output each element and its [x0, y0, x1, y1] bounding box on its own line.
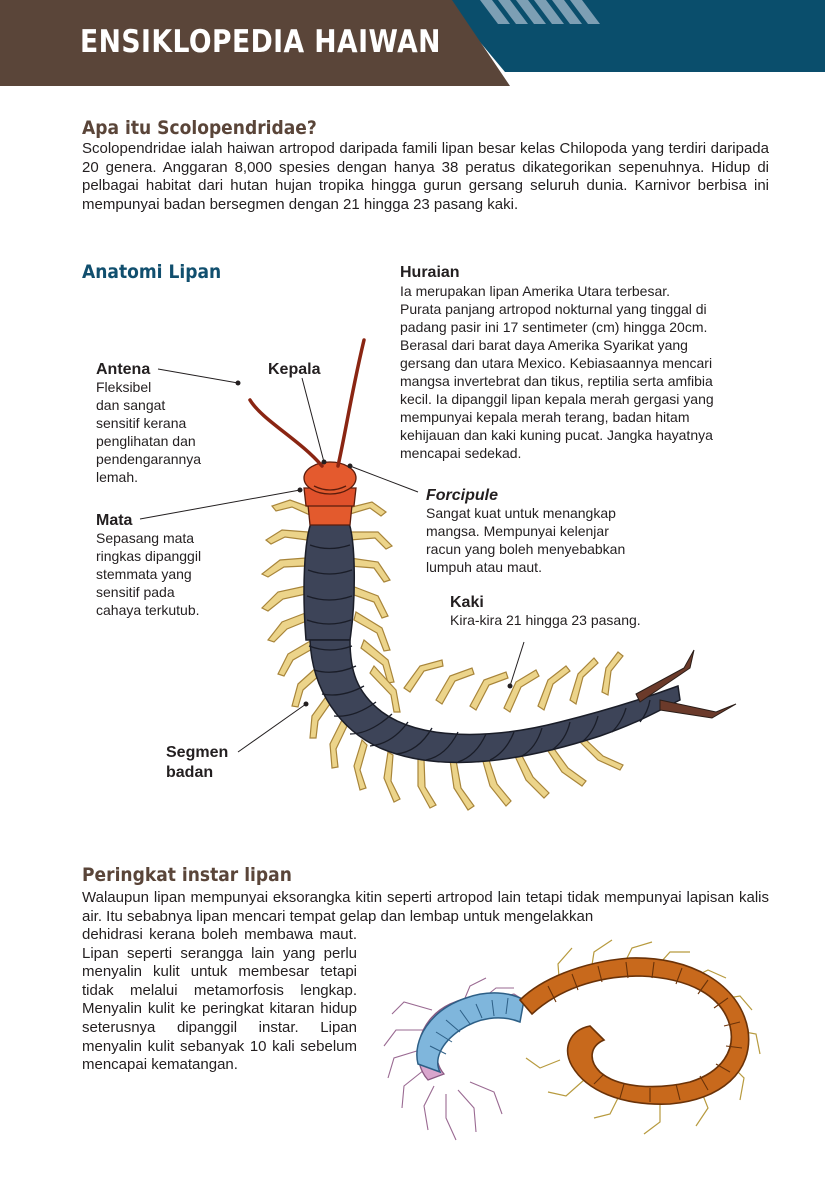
adult-body-orange — [520, 958, 749, 1104]
mata-label: Mata — [96, 512, 133, 529]
forcipule-description: Sangat kuat untuk menangkap mangsa. Mempunyai kelenjar racun yang boleh menyebabkan lumpuh atau maut. — [426, 505, 626, 575]
antena-label: Antena — [96, 361, 151, 378]
mata-description: Sepasang mata ringkas dipanggil stemmata yang sensitif pada cahaya terkutub. — [96, 530, 202, 618]
anatomy-heading: Anatomi Lipan — [82, 261, 222, 283]
segmen-label: Segmen — [166, 744, 229, 761]
instar-paragraph-full: Walaupun lipan mempunyai eksorangka kitin seperti artropod lain tetapi tidak mempunyai lapisan kalis air. Itu sebabnya lipan mencari tempat gelap dan lembap untuk mengelakkan — [82, 889, 769, 925]
huraian-text: Ia merupakan lipan Amerika Utara terbesar. Purata panjang artropod nokturnal yang tinggal di padang pasir ini 17 sentimeter (cm) hingga 20cm. Berasal dari barat daya Amerika Syarikat yang gersang dan utara Mexico. Kebiasaannya mencari mangsa invertebrat dan tikus, reptilia serta amfibia kecil. Ia dipanggil lipan kepala merah gergasi yang mempunyai kepala merah terang, badan hitam kehijauan dan kaki kuning pucat. Jangka hayatnya mencapai sedekad. — [400, 283, 714, 461]
intro-heading: Apa itu Scolopendridae? — [82, 117, 317, 139]
antena-description: Fleksibel dan sangat sensitif kerana penglihatan dan pendengarannya lemah. — [96, 379, 202, 485]
page-title: ENSIKLOPEDIA HAIWAN — [80, 24, 441, 60]
kepala-label: Kepala — [268, 361, 321, 378]
huraian-title: Huraian — [400, 264, 460, 281]
instar-heading: Peringkat instar lipan — [82, 864, 292, 886]
molting-body-blue — [417, 993, 524, 1072]
kaki-label: Kaki — [450, 594, 484, 611]
intro-paragraph: Scolopendridae ialah haiwan artropod daripada famili lipan besar kelas Chilopoda yang terdiri daripada 20 genera. Anggaran 8,000 spesies dengan hanya 38 peratus dikategorikan sepenuhnya. Hidup di pelbagai habitat dari hutan hujan tropika hingga gurun gersang seluruh dunia. Karnivor berbisa ini mempunyai badan bersegmen dengan 21 hingga 23 pasang kaki. — [82, 140, 769, 213]
kaki-description: Kira-kira 21 hingga 23 pasang. — [450, 612, 641, 628]
badan-label: badan — [166, 764, 214, 781]
instar-paragraph-narrow: dehidrasi kerana boleh membawa maut. Lipan seperti serangga lain yang perlu menyalin kulit untuk membesar tetapi tidak melalui metamorfosis lengkap. Menyalin kulit ke peringkat kitaran hidup seterusnya dipanggil instar. Lipan menyalin kulit sebanyak 10 kali sebelum mencapai kematangan. — [82, 926, 357, 1074]
forcipule-label: Forcipule — [426, 487, 499, 504]
